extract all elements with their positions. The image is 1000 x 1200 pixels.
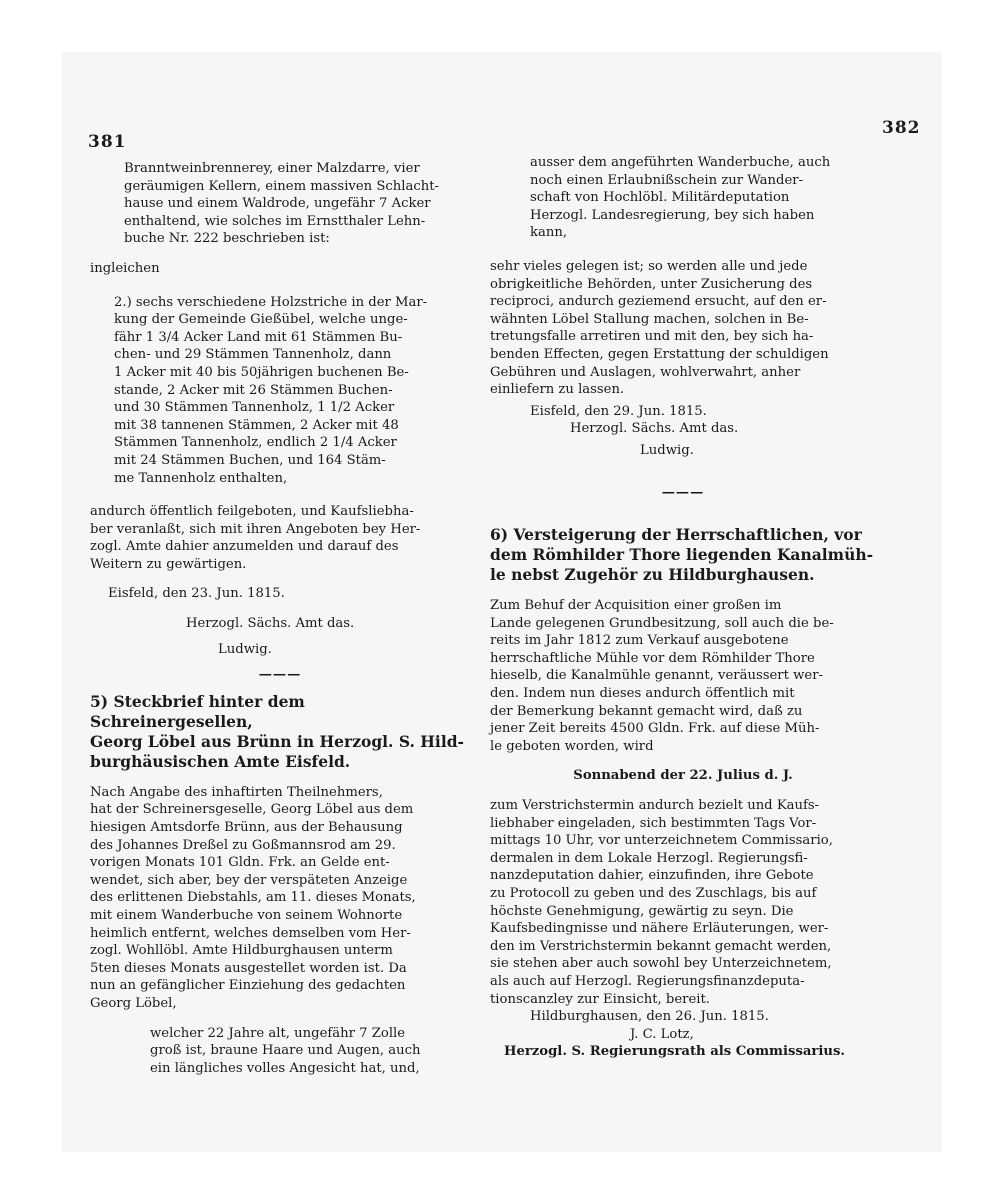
section-6-body-2-line: als auch auf Herzogl. Regierungsfinanzdeputa- bbox=[490, 973, 805, 989]
signer-left-1: Ludwig. bbox=[218, 641, 272, 657]
section-6-body-2-line: dermalen in dem Lokale Herzogl. Regierungsfi- bbox=[490, 850, 808, 866]
item-2-paragraph bbox=[90, 294, 470, 488]
section-6-body-2-line: nanzdeputation dahier, einzufinden, ihre Gebote bbox=[490, 868, 814, 884]
section-6-body-line: reits im Jahr 1812 zum Verkauf ausgebotene bbox=[490, 633, 789, 649]
continuation-paragraph bbox=[490, 258, 876, 399]
section-5-body-line: hat der Schreinersgeselle, Georg Löbel aus dem bbox=[90, 802, 414, 818]
continuation-line: einliefern zu lassen. bbox=[490, 382, 625, 398]
section-6-body-line: jener Zeit bereits 4500 Gldn. Frk. auf diese Müh- bbox=[490, 721, 820, 737]
continuation-line: benden Effecten, gegen Erstattung der schuldigen bbox=[490, 346, 829, 362]
date-right-1: Eisfeld, den 29. Jun. 1815. bbox=[530, 403, 707, 419]
item-2-line: 2.) sechs verschiedene Holzstriche in der Mar- bbox=[114, 294, 428, 310]
section-6-body-2-line: sie stehen aber auch sowohl bey Unterzeichnetem, bbox=[490, 956, 832, 972]
intro-paragraph bbox=[90, 160, 470, 248]
section-5-body-line: heimlich entfernt, welches demselben vom Her- bbox=[90, 925, 411, 941]
section-6-body-2 bbox=[490, 797, 876, 1008]
signer-right-2: J. C. Lotz, bbox=[630, 1026, 694, 1042]
continuation-line: Gebühren und Auslagen, wohlverwahrt, anher bbox=[490, 364, 801, 380]
section-6-body-line: Zum Behuf der Acquisition einer großen im bbox=[490, 598, 782, 614]
section-6-body bbox=[490, 597, 876, 755]
page-number-right: 382 bbox=[882, 118, 921, 138]
continuation-line: reciproci, andurch geziemend ersucht, auf den er- bbox=[490, 294, 827, 310]
date-left-1: Eisfeld, den 23. Jun. 1815. bbox=[108, 586, 285, 602]
continuation-line: obrigkeitliche Behörden, unter Zusicherung des bbox=[490, 276, 813, 292]
intro-line: geräumigen Kellern, einem massiven Schlacht- bbox=[124, 178, 439, 194]
section-5-description-line: welcher 22 Jahre alt, ungefähr 7 Zolle bbox=[150, 1025, 406, 1041]
item-2-line: fähr 1 3/4 Acker Land mit 61 Stämmen Bu- bbox=[114, 329, 403, 345]
section-6-body-line: Lande gelegenen Grundbesitzung, soll auch die be- bbox=[490, 615, 834, 631]
intro-line: enthaltend, wie solches im Ernstthaler Lehn- bbox=[124, 213, 426, 229]
section-6-body-line: hieselb, die Kanalmühle genannt, veräussert wer- bbox=[490, 668, 823, 684]
continuation-indented-line: ausser dem angeführten Wanderbuche, auch bbox=[530, 155, 831, 170]
section-5-description-line: ein längliches volles Angesicht hat, und, bbox=[150, 1060, 420, 1076]
section-6-body-line: den. Indem nun dieses andurch öffentlich mit bbox=[490, 686, 795, 702]
section-6-body-2-line: höchste Genehmigung, gewärtig zu seyn. Die bbox=[490, 903, 794, 919]
section-5-body-line: Georg Löbel, bbox=[90, 995, 177, 1011]
continuation-indented-line: kann, bbox=[530, 225, 568, 241]
section-5-body-line: 5ten dieses Monats ausgestellet worden ist. Da bbox=[90, 960, 407, 976]
section-5-heading-line: 5) Steckbrief hinter dem Schreinergesellen, bbox=[90, 691, 305, 731]
section-6-body-2-line: tionscanzley zur Einsicht, bereit. bbox=[490, 991, 710, 1007]
closing-line: andurch öffentlich feilgeboten, und Kaufsliebha- bbox=[90, 504, 414, 520]
intro-line: Branntweinbrennerey, einer Malzdarre, vier bbox=[124, 161, 420, 176]
item-2-line: mit 38 tannenen Stämmen, 2 Acker mit 48 bbox=[114, 417, 399, 433]
section-5-body-line: hiesigen Amtsdorfe Brünn, aus der Behausung bbox=[90, 820, 403, 836]
item-2-line: und 30 Stämmen Tannenholz, 1 1/2 Acker bbox=[114, 400, 395, 416]
item-2-line: mit 24 Stämmen Buchen, und 164 Stäm- bbox=[114, 452, 386, 468]
continuation-indented-line: Herzogl. Landesregierung, bey sich haben bbox=[530, 207, 815, 223]
item-2-line: kung der Gemeinde Gießübel, welche unge- bbox=[114, 312, 408, 328]
item-2-line: me Tannenholz enthalten, bbox=[114, 470, 288, 486]
intro-line: hause und einem Waldrode, ungefähr 7 Acker bbox=[124, 196, 431, 212]
signer-right-1: Ludwig. bbox=[640, 442, 694, 458]
continuation-indented-line: schaft von Hochlöbl. Militärdeputation bbox=[530, 190, 790, 206]
date-right-2: Hildburghausen, den 26. Jun. 1815. bbox=[530, 1009, 769, 1025]
title-right-2: Herzogl. S. Regierungsrath als Commissarius. bbox=[504, 1044, 845, 1060]
section-5-body-line: wendet, sich aber, bey der verspäteten Anzeige bbox=[90, 872, 408, 888]
continuation-line: sehr vieles gelegen ist; so werden alle und jede bbox=[490, 258, 808, 274]
section-6-body-2-line: zum Verstrichstermin andurch bezielt und Kaufs- bbox=[490, 798, 820, 814]
section-5-description-line: groß ist, braune Haare und Augen, auch bbox=[150, 1043, 421, 1059]
continuation-indented-line: noch einen Erlaubnißschein zur Wander- bbox=[530, 172, 804, 188]
authority-left-1: Herzogl. Sächs. Amt das. bbox=[186, 616, 355, 632]
divider-right: ——— bbox=[661, 484, 705, 500]
scanned-page bbox=[62, 52, 942, 1152]
section-6-heading-line: dem Römhilder Thore liegenden Kanalmüh- bbox=[490, 545, 874, 565]
section-5-body-line: nun an gefänglicher Einziehung des gedachten bbox=[90, 978, 406, 994]
continuation-line: wähnten Löbel Stallung machen, solchen in Be- bbox=[490, 311, 809, 327]
section-6-body-line: le geboten worden, wird bbox=[490, 738, 654, 754]
item-2-line: 1 Acker mit 40 bis 50jährigen buchenen Be- bbox=[114, 364, 409, 380]
section-5-body-line: mit einem Wanderbuche von seinem Wohnorte bbox=[90, 908, 403, 923]
section-5-heading-line: Georg Löbel aus Brünn in Herzogl. S. Hild- bbox=[90, 731, 464, 751]
page-number-left: 381 bbox=[88, 132, 127, 152]
section-6-day: Sonnabend der 22. Julius d. J. bbox=[573, 768, 793, 784]
section-6-body-2-line: Kaufsbedingnisse und nähere Erläuterungen, wer- bbox=[490, 921, 829, 937]
section-6-body-line: der Bemerkung bekannt gemacht wird, daß zu bbox=[490, 703, 803, 719]
ingleichen-text: ingleichen bbox=[90, 260, 160, 276]
section-6-body-line: herrschaftliche Mühle vor dem Römhilder Thore bbox=[490, 650, 815, 666]
closing-line: ber veranlaßt, sich mit ihren Angeboten bey Her- bbox=[90, 521, 421, 537]
section-6-body-2-line: zu Protocoll zu geben und des Zuschlags, bis auf bbox=[490, 886, 817, 901]
closing-line: Weitern zu gewärtigen. bbox=[90, 556, 247, 572]
item-2-line: Stämmen Tannenholz, endlich 2 1/4 Acker bbox=[114, 435, 397, 451]
closing-paragraph bbox=[90, 503, 470, 573]
continuation-indented bbox=[490, 154, 876, 242]
authority-right-1: Herzogl. Sächs. Amt das. bbox=[570, 421, 739, 437]
section-5-body-line: vorigen Monats 101 Gldn. Frk. an Gelde ent- bbox=[90, 855, 390, 871]
section-6-heading-line: 6) Versteigerung der Herrschaftlichen, vor bbox=[490, 525, 862, 545]
closing-line: zogl. Amte dahier anzumelden und darauf des bbox=[90, 539, 399, 555]
section-6-heading-line: le nebst Zugehör zu Hildburghausen. bbox=[490, 565, 815, 585]
section-5-description bbox=[90, 1025, 470, 1078]
section-5-body-line: des erlittenen Diebstahls, am 11. dieses Monats, bbox=[90, 890, 416, 906]
item-2-line: chen- und 29 Stämmen Tannenholz, dann bbox=[114, 347, 392, 363]
item-2-line: stande, 2 Acker mit 26 Stämmen Buchen- bbox=[114, 382, 393, 398]
divider-left: ——— bbox=[258, 667, 302, 683]
continuation-line: tretungsfalle arretiren und mit den, bey sich ha- bbox=[490, 329, 814, 345]
intro-line: buche Nr. 222 beschrieben ist: bbox=[124, 231, 330, 247]
section-6-body-2-line: mittags 10 Uhr, vor unterzeichnetem Commissario, bbox=[490, 833, 833, 849]
left-column bbox=[90, 160, 470, 1077]
section-5-heading-line: burghäusischen Amte Eisfeld. bbox=[90, 751, 351, 771]
section-5-body-line: zogl. Wohllöbl. Amte Hildburghausen unterm bbox=[90, 943, 393, 959]
section-6-heading bbox=[490, 525, 876, 585]
section-5-body bbox=[90, 784, 470, 1013]
section-5-body-line: Nach Angabe des inhaftirten Theilnehmers, bbox=[90, 784, 383, 800]
section-5-body-line: des Johannes Dreßel zu Goßmannsrod am 29. bbox=[90, 837, 396, 853]
right-column bbox=[490, 154, 876, 1061]
section-6-body-2-line: den im Verstrichstermin bekannt gemacht werden, bbox=[490, 938, 832, 954]
section-5-heading bbox=[90, 692, 470, 772]
section-6-body-2-line: liebhaber eingeladen, sich bestimmten Tags Vor- bbox=[490, 815, 817, 831]
